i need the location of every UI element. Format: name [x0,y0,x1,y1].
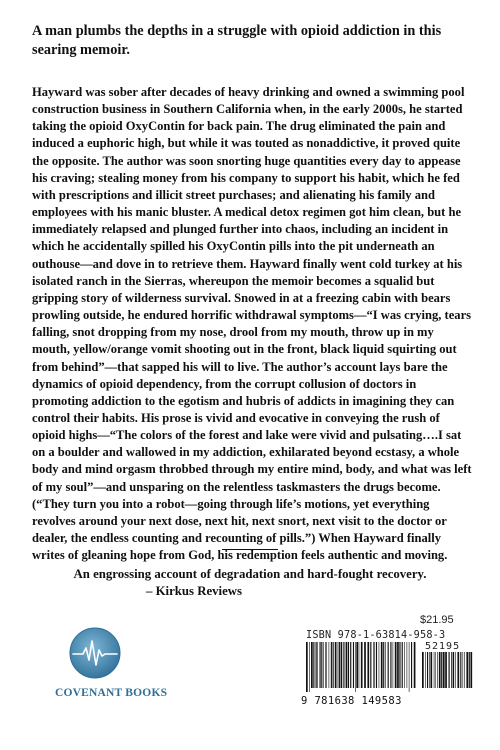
ean-digits: 9 781638 149583 [301,695,402,707]
barcode-bar [395,642,397,688]
barcode-bar [306,642,308,692]
barcode-bar [367,642,369,688]
barcode-bar [390,642,391,688]
barcode-bar [373,642,374,688]
barcode-bar [374,642,375,688]
barcode-bar [355,642,356,692]
barcode-bar [364,642,366,688]
barcode-bar [430,652,432,688]
isbn-label: ISBN 978-1-63814-958-3 [306,630,446,641]
barcode-bar [404,642,405,688]
barcode-bar [411,642,412,688]
barcode-bar [460,652,461,688]
blurb-source: – Kirkus Reviews [146,584,242,598]
barcode-bar [323,642,324,688]
barcode-bar [381,642,383,688]
barcode-bar [376,642,377,688]
publisher-logo [55,623,168,713]
barcode-bar [439,652,441,688]
barcode-bar [361,642,363,688]
barcode-bar [359,642,360,688]
divider-rule [222,549,278,550]
heartbeat-circle-icon [59,623,131,687]
barcode-bar [348,642,349,688]
barcode-bar [455,652,456,688]
addon-barcode [422,652,474,692]
barcode-bar [407,642,408,688]
barcode-bar [409,642,410,692]
barcode-bar [388,642,389,688]
barcode-bar [311,642,313,688]
blurb-quote: An engrossing account of degradation and hard-fought recovery. [73,567,427,581]
barcode-bar [470,652,472,688]
barcode-bar [313,642,314,688]
barcode-bar [370,642,371,688]
barcode-bar [437,652,438,688]
barcode-bar [449,652,450,688]
blurb [0,566,500,600]
barcode-bar [445,652,447,688]
barcode-bar [321,642,322,688]
barcode-bar [309,642,310,692]
barcode-bar [341,642,343,688]
barcode-bar [383,642,384,688]
barcode-bar [414,642,416,688]
barcode-bar [317,642,318,688]
barcode-bar [331,642,332,688]
addon-digits: 52195 [425,641,461,652]
barcode-bar [429,652,430,688]
barcode-bar [339,642,340,688]
barcode-bar [338,642,339,688]
barcode-bar [320,642,321,688]
barcode-bar [427,652,428,688]
barcode-bar [379,642,380,688]
barcode-bar [335,642,337,688]
barcode-bar [316,642,317,688]
barcode-bar [453,652,454,688]
barcode-bar [329,642,330,688]
barcode-bar [457,652,459,688]
barcode-bar [385,642,386,688]
barcode-bar [441,652,442,688]
barcode-bar [463,652,464,688]
barcode-bar [350,642,351,688]
barcode-bar [425,652,426,688]
barcode-bar [397,642,399,688]
barcode-bar [443,652,445,688]
barcode-bar [469,652,470,688]
barcode-bar [393,642,394,688]
barcode-bar [346,642,348,688]
barcode-bar [422,652,424,688]
barcode-bar [325,642,326,688]
barcode-bar [326,642,327,688]
barcode-bar [402,642,403,688]
price-label: $21.95 [420,614,454,626]
ean-barcode [306,642,416,692]
publisher-name: COVENANT BOOKS [55,687,168,699]
barcode-bar [343,642,344,688]
barcode-bar [399,642,400,688]
review-text: Hayward was sober after decades of heavy drinking and owned a swimming pool construction business in Southern California when, in the early 2000s, he started taking the opioid OxyContin for back pain. The drug eliminated the pain and induced a euphoric high, but while it was touted as nonaddictive, it proved quite the opposite. The author was soon snorting huge quantities every day to appease his craving; stealing money from his company to support his habit, which he fed with prescriptions and illicit street purchases; and alienating his family and employees with his manic bluster. A medical detox regimen got him clean, but he immediately relapsed and plunged further into chaos, including an incident in which he accidentally spilled his OxyContin pills into the pit underneath an outhouse—and dove in to retrieve them. Hayward finally went cold turkey at his isolated ranch in the Sierras, whereupon the memoir becomes a squalid but gripping story of wilderness survival. Snowed in at a freezing cabin with bears prowling outside, he endured horrific withdrawal symptoms—“I was crying, tears falling, snot dropping from my nose, drool from my mouth, throw up in my mouth, yellow/orange vomit shooting out in the front, black liquid squirting out from behind”—that sapped his will to live. The author’s account lays bare the dynamics of opioid dependency, from the corrupt collusion of doctors in promoting addiction to the egotism and hubris of addicts in imagining they can control their habits. His prose is vivid and evocative in conveying the rush of opioid highs—“The colors of the forest and lake were vivid and pulsating….I sat on a boulder and wallowed in my addiction, exhilarated beyond ecstasy, a whole body and mind orgasm throbbed through my entire mind, body, and what was left of my soul”—and unsparing on the relentless taskmasters the drugs become. (“They turn you into a robot—going through life’s motions, yet everything revolves around your next dose, next hit, next snort, next visit to the doctor or dealer, the endless counting and recounting of pills.”) When Hayward finally writes of gleaning hope from God, his redemption feels authentic and moving. [32,85,472,563]
tagline: A man plumbs the depths in a struggle with opioid addiction in this searing memoir. [32,23,442,58]
barcode-bar [435,652,436,688]
barcode-bar [466,652,468,688]
barcode-bar [464,652,465,688]
barcode-bar [333,642,334,688]
barcode-bar [356,642,358,688]
barcode-bar [353,642,354,688]
barcode-bar [434,652,435,688]
barcode-bar [451,652,452,688]
